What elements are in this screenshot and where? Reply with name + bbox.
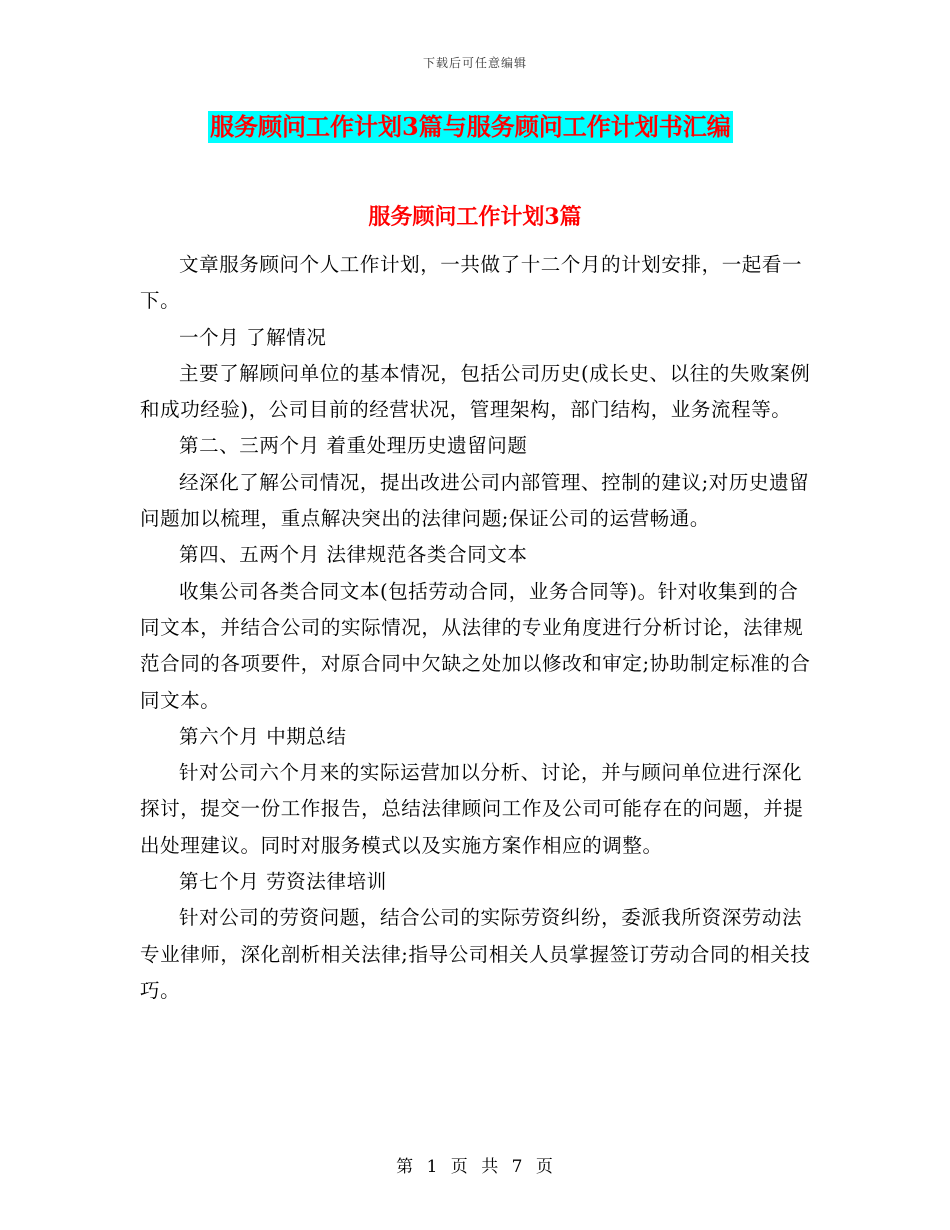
paragraph: 经深化了解公司情况，提出改进公司内部管理、控制的建议;对历史遗留问题加以梳理，重点解决突出的法律问题;保证公司的运营畅通。 [140, 470, 810, 531]
document-body [140, 247, 812, 1009]
paragraph-heading: 第二、三两个月 着重处理历史遗留问题 [179, 434, 528, 458]
paragraph-heading: 第四、五两个月 法律规范各类合同文本 [179, 543, 528, 567]
paragraph: 文章服务顾问个人工作计划，一共做了十二个月的计划安排，一起看一下。 [140, 253, 803, 313]
section-title: 服务顾问工作计划3篇 [368, 204, 582, 230]
paragraph: 主要了解顾问单位的基本情况，包括公司历史(成长史、以往的失败案例和成功经验)，公司目前的经营状况，管理架构，部门结构，业务流程等。 [140, 361, 811, 422]
paragraph-heading: 一个月 了解情况 [179, 325, 327, 349]
document-title: 服务顾问工作计划3篇与服务顾问工作计划书汇编 [210, 112, 731, 141]
paragraph: 针对公司六个月来的实际运营加以分析、讨论，并与顾问单位进行深化探讨，提交一份工作报告，总结法律顾问工作及公司可能存在的问题，并提出处理建议。同时对服务模式以及实施方案作相应的调整。 [140, 761, 804, 857]
paragraph-heading: 第七个月 劳资法律培训 [179, 870, 387, 894]
paragraph: 收集公司各类合同文本(包括劳动合同，业务合同等)。针对收集到的合同文本，并结合公司的实际情况，从法律的专业角度进行分析讨论，法律规范合同的各项要件，对原合同中欠缺之处加以修改和审定;协助制定标准的合同文本。 [140, 579, 811, 712]
paragraph-heading: 第六个月 中期总结 [179, 724, 347, 748]
page-footer: 第 1 页 共 7 页 [396, 1157, 554, 1177]
page-header-note: 下载后可任意编辑 [422, 56, 527, 70]
paragraph: 针对公司的劳资问题，结合公司的实际劳资纠纷，委派我所资深劳动法专业律师，深化剖析相关法律;指导公司相关人员掌握签订劳动合同的相关技巧。 [140, 906, 811, 1002]
